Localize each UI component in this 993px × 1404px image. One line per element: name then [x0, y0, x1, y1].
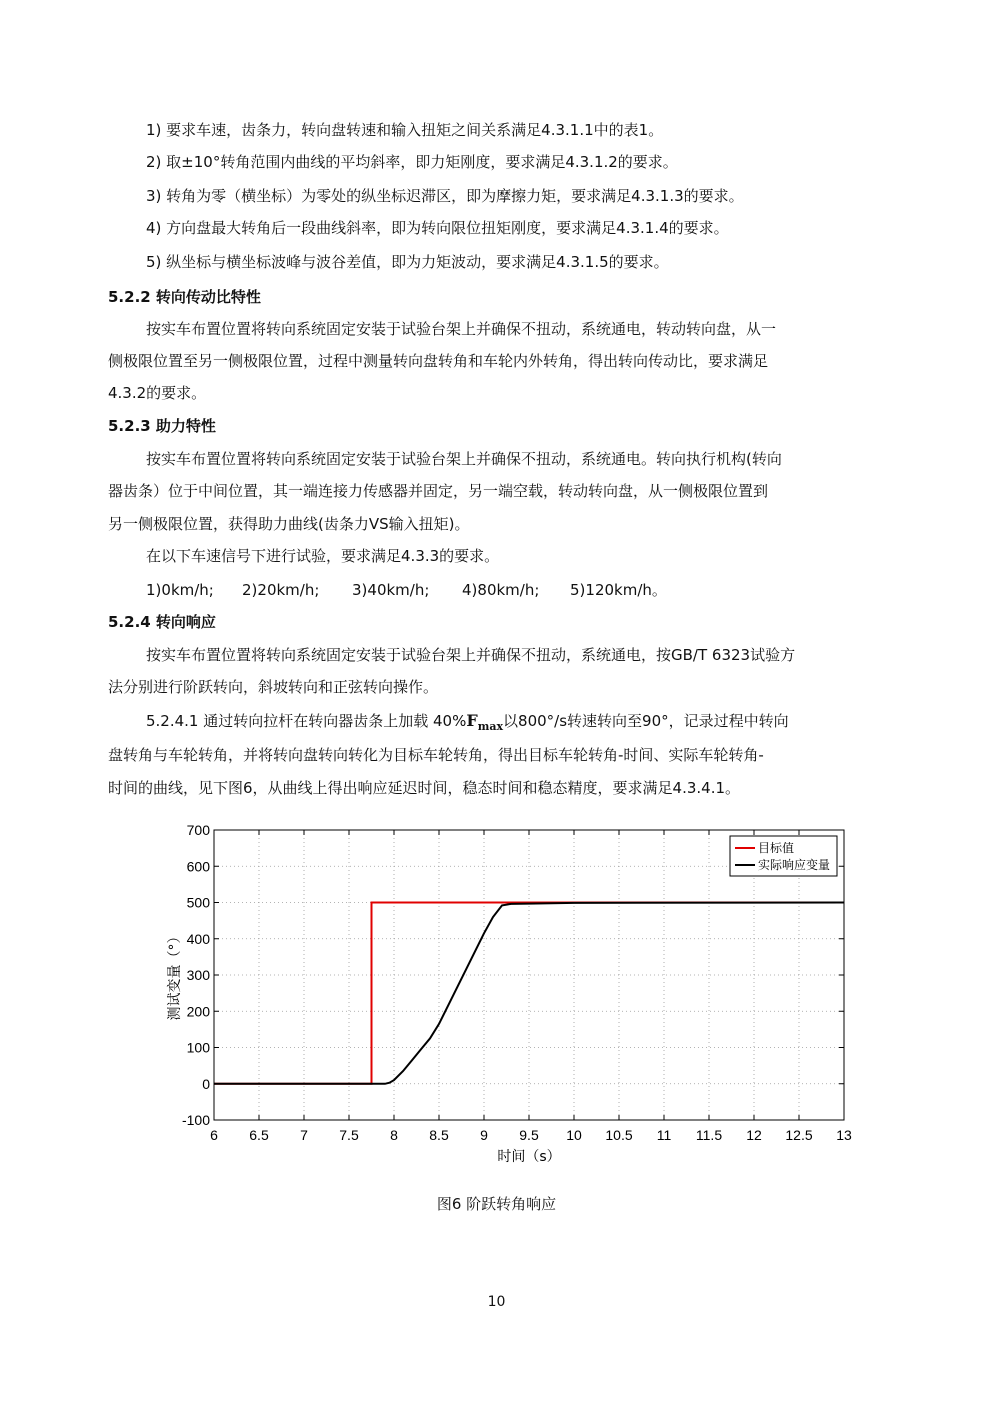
- speed-item: 2)20km/h;: [242, 581, 320, 599]
- paragraph-line: 按实车布置位置将转向系统固定安装于试验台架上并确保不扭动，系统通电。转向执行机构(转向: [146, 450, 782, 468]
- list-item: 4) 方向盘最大转角后一段曲线斜率，即为转向限位扭矩刚度，要求满足4.3.1.4的要求。: [146, 219, 729, 237]
- speed-item: 5)120km/h。: [570, 581, 667, 599]
- x-tick-label: 12.5: [785, 1127, 813, 1143]
- section-heading-5-2-3: 5.2.3 助力特性: [108, 417, 216, 435]
- list-item: 3) 转角为零（横坐标）为零处的纵坐标迟滞区，即为摩擦力矩，要求满足4.3.1.3的要求。: [146, 187, 744, 205]
- y-axis-label: 测试变量（°）: [167, 929, 183, 1021]
- paragraph-line: 4.3.2的要求。: [108, 384, 207, 402]
- section-heading-5-2-4: 5.2.4 转向响应: [108, 613, 216, 631]
- y-tick-label: 400: [186, 930, 210, 947]
- y-tick-label: 100: [186, 1039, 210, 1056]
- step-response-chart: [160, 818, 860, 1168]
- paragraph-line: [146, 711, 789, 737]
- y-tick-label: 500: [186, 894, 210, 911]
- x-tick-label: 11: [656, 1127, 672, 1143]
- page-number: 10: [487, 1294, 506, 1310]
- section-heading-5-2-2: 5.2.2 转向传动比特性: [108, 288, 261, 306]
- x-tick-label: 6.5: [249, 1127, 269, 1143]
- list-item: 1) 要求车速，齿条力，转向盘转速和输入扭矩之间关系满足4.3.1.1中的表1。: [146, 121, 664, 139]
- figure-caption: 图6 阶跃转角响应: [436, 1195, 557, 1213]
- fmax-symbol: $F_{max}$: [466, 711, 504, 734]
- paragraph-line: 另一侧极限位置，获得助力曲线(齿条力VS输入扭矩)。: [108, 515, 470, 533]
- x-tick-label: 6: [210, 1127, 218, 1143]
- speed-item: 4)80km/h;: [462, 581, 540, 599]
- paragraph-line: 侧极限位置至另一侧极限位置，过程中测量转向盘转角和车轮内外转角，得出转向传动比，要求满足: [108, 352, 769, 370]
- x-tick-label: 9.5: [519, 1127, 539, 1143]
- x-tick-label: 10: [566, 1127, 582, 1143]
- paragraph-line: 在以下车速信号下进行试验，要求满足4.3.3的要求。: [146, 547, 500, 565]
- paragraph-line: 时间的曲线，见下图6，从曲线上得出响应延迟时间，稳态时间和稳态精度，要求满足4.3.4.1。: [108, 779, 741, 797]
- speed-item: 3)40km/h;: [352, 581, 430, 599]
- y-tick-label: -100: [181, 1112, 210, 1128]
- x-tick-label: 13: [836, 1127, 852, 1143]
- list-item: 2) 取±10°转角范围内曲线的平均斜率，即力矩刚度，要求满足4.3.1.2的要求。: [146, 153, 678, 171]
- x-tick-label: 11.5: [695, 1127, 723, 1143]
- list-item: 5) 纵坐标与横坐标波峰与波谷差值，即为力矩波动，要求满足4.3.1.5的要求。: [146, 253, 669, 271]
- speed-item: 1)0km/h;: [146, 581, 214, 599]
- x-tick-label: 9: [480, 1127, 488, 1143]
- speed-list: [146, 580, 667, 600]
- x-tick-label: 8: [390, 1127, 398, 1143]
- y-tick-label: 700: [186, 822, 210, 838]
- x-tick-label: 10.5: [605, 1127, 633, 1143]
- y-tick-label: 300: [186, 967, 210, 983]
- text-run: 以800°/s转速转向至90°，记录过程中转向: [503, 712, 789, 730]
- paragraph-line: 按实车布置位置将转向系统固定安装于试验台架上并确保不扭动，系统通电，转动转向盘，从一: [146, 320, 777, 338]
- legend-label: 目标值: [758, 841, 795, 855]
- y-tick-label: 200: [186, 1003, 210, 1020]
- paragraph-line: 法分别进行阶跃转向，斜坡转向和正弦转向操作。: [108, 678, 439, 696]
- legend-label: 实际响应变量: [758, 858, 831, 872]
- paragraph-line: 盘转角与车轮转角，并将转向盘转向转化为目标车轮转角，得出目标车轮转角-时间、实际车轮转角-: [108, 746, 764, 764]
- y-tick-label: 600: [186, 858, 210, 875]
- paragraph-line: 器齿条）位于中间位置，其一端连接力传感器并固定，另一端空载，转动转向盘，从一侧极限位置到: [108, 482, 769, 500]
- y-tick-label: 0: [202, 1075, 210, 1092]
- x-tick-label: 12: [746, 1127, 762, 1143]
- paragraph-line: 按实车布置位置将转向系统固定安装于试验台架上并确保不扭动，系统通电，按GB/T 6323试验方: [146, 646, 796, 664]
- text-run: 5.2.4.1 通过转向拉杆在转向器齿条上加载 40%: [146, 712, 467, 730]
- x-tick-label: 8.5: [429, 1127, 449, 1143]
- x-tick-label: 7.5: [339, 1127, 359, 1143]
- x-axis-label: 时间（s）: [497, 1149, 561, 1165]
- x-tick-label: 7: [300, 1127, 308, 1143]
